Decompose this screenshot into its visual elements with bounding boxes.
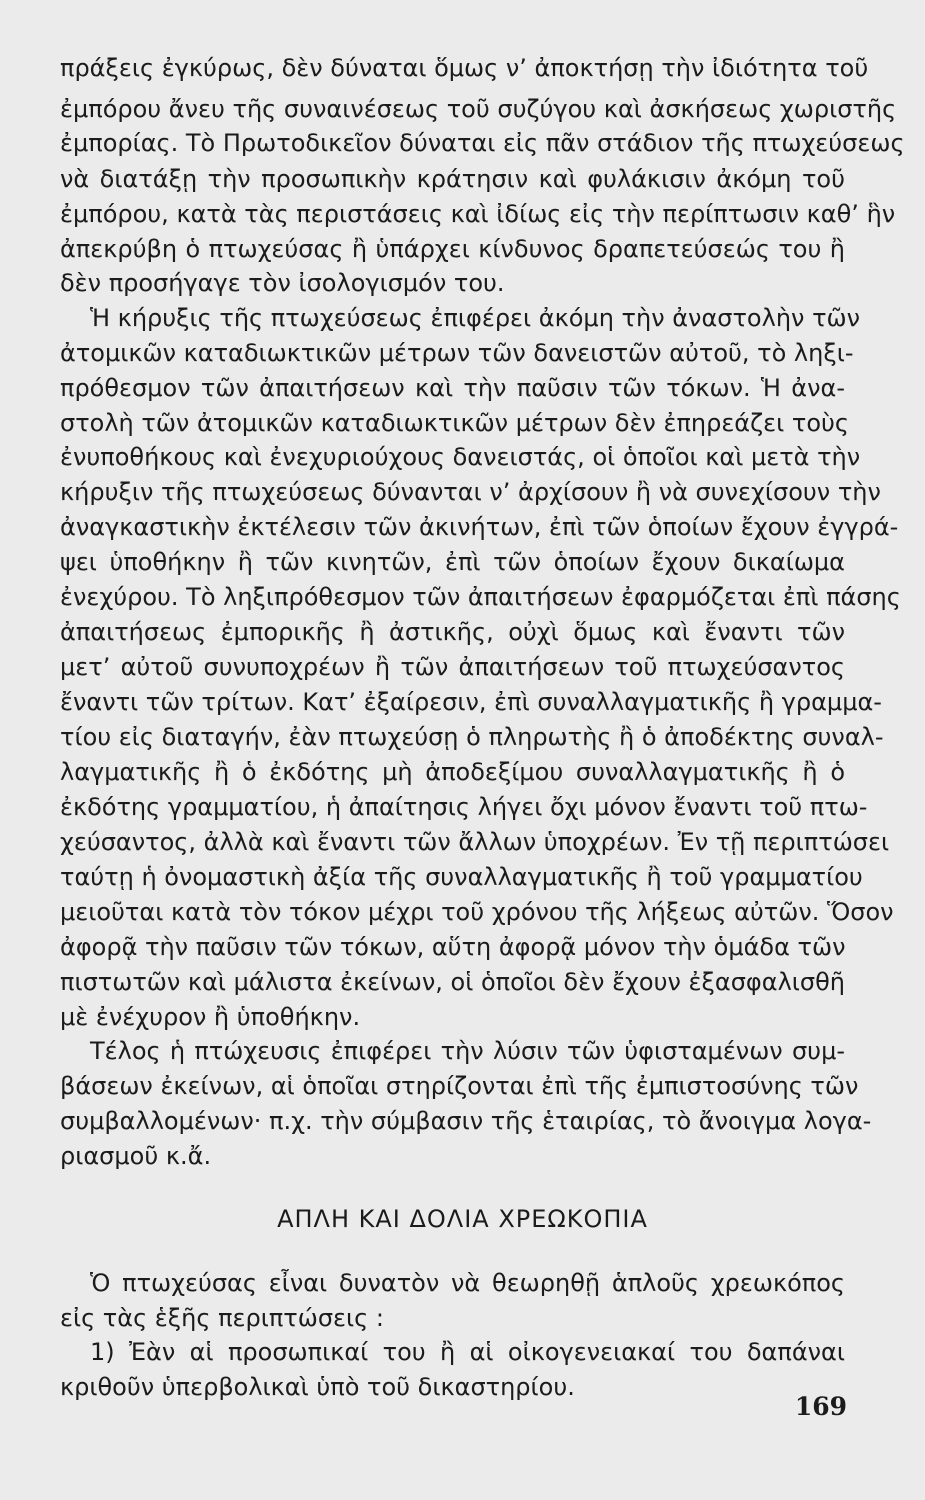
text-line: βάσεων ἐκείνων, αἱ ὁποῖαι στηρίζονται ἐπὶ τῆς ἐμπιστοσύνης τῶν bbox=[60, 1072, 859, 1100]
text-line: ἐνυποθήκους καὶ ἐνεχυριούχους δανειστάς, οἱ ὁποῖοι καὶ μετὰ τὴν bbox=[60, 443, 861, 471]
text-line: πράξεις ἐγκύρως, δὲν δύναται ὅμως ν’ ἀποκτήσῃ τὴν ἰδιότητα τοῦ bbox=[60, 54, 869, 82]
text-line: πρόθεσμον τῶν ἀπαιτήσεων καὶ τὴν παῦσιν τῶν τόκων. Ἡ ἀνα- bbox=[60, 374, 845, 402]
text-line: μετ’ αὐτοῦ συνυποχρέων ἢ τῶν ἀπαιτήσεων τοῦ πτωχεύσαντος bbox=[60, 653, 845, 681]
text-line: συμβαλλομένων· π.χ. τὴν σύμβασιν τῆς ἑταιρίας, τὸ ἄνοιγμα λογα- bbox=[60, 1107, 872, 1135]
text-line: ἀφορᾷ τὴν παῦσιν τῶν τόκων, αὕτη ἀφορᾷ μόνον τὴν ὁμάδα τῶν bbox=[60, 933, 846, 961]
text-line: ἀπεκρύβη ὁ πτωχεύσας ἢ ὑπάρχει κίνδυνος δραπετεύσεώς του ἢ bbox=[60, 235, 845, 263]
text-line: ἐμπόρου ἄνευ τῆς συναινέσεως τοῦ συζύγου καὶ ἀσκήσεως χωριστῆς bbox=[60, 95, 897, 123]
text-line: μειοῦται κατὰ τὸν τόκον μέχρι τοῦ χρόνου τῆς λήξεως αὐτῶν. Ὅσον bbox=[60, 898, 894, 926]
text-line: τίου εἰς διαταγήν, ἐὰν πτωχεύσῃ ὁ πληρωτὴς ἢ ὁ ἀποδέκτης συναλ- bbox=[60, 723, 884, 751]
text-line: εἰς τὰς ἑξῆς περιπτώσεις : bbox=[60, 1304, 384, 1332]
text-line: νὰ διατάξῃ τὴν προσωπικὴν κράτησιν καὶ φυλάκισιν ἀκόμη τοῦ bbox=[60, 165, 845, 193]
text-line: δὲν προσήγαγε τὸν ἰσολογισμόν του. bbox=[60, 269, 505, 297]
text-line: ψει ὑποθήκην ἢ τῶν κινητῶν, ἐπὶ τῶν ὁποίων ἔχουν δικαίωμα bbox=[60, 548, 845, 576]
text-line: Τέλος ἡ πτώχευσις ἐπιφέρει τὴν λύσιν τῶν ὑφισταμένων συμ- bbox=[90, 1037, 845, 1065]
text-line: ἐνεχύρου. Τὸ ληξιπρόθεσμον τῶν ἀπαιτήσεων ἐφαρμόζεται ἐπὶ πάσης bbox=[60, 583, 901, 611]
text-line: ἀναγκαστικὴν ἐκτέλεσιν τῶν ἀκινήτων, ἐπὶ τῶν ὁποίων ἔχουν ἐγγρά- bbox=[60, 513, 899, 541]
text-line: ταύτῃ ἡ ὀνομαστικὴ ἀξία τῆς συναλλαγματικῆς ἢ τοῦ γραμματίου bbox=[60, 863, 863, 891]
text-line: πιστωτῶν καὶ μάλιστα ἐκείνων, οἱ ὁποῖοι δὲν ἔχουν ἐξασφαλισθῆ bbox=[60, 968, 845, 996]
text-line: λαγματικῆς ἢ ὁ ἐκδότης μὴ ἀποδεξίμου συναλλαγματικῆς ἢ ὁ bbox=[60, 758, 845, 786]
text-line: μὲ ἐνέχυρον ἢ ὑποθήκην. bbox=[60, 1003, 361, 1031]
text-line: ἔναντι τῶν τρίτων. Κατ’ ἐξαίρεσιν, ἐπὶ συναλλαγματικῆς ἢ γραμμα- bbox=[60, 688, 882, 716]
text-line: 1) Ἐὰν αἱ προσωπικαί του ἢ αἱ οἰκογενειακαί του δαπάναι bbox=[90, 1338, 845, 1366]
text-line: ἀπαιτήσεως ἐμπορικῆς ἢ ἀστικῆς, οὐχὶ ὅμως καὶ ἔναντι τῶν bbox=[60, 618, 845, 646]
text-line: χεύσαντος, ἀλλὰ καὶ ἔναντι τῶν ἄλλων ὑποχρέων. Ἐν τῇ περιπτώσει bbox=[60, 828, 890, 856]
text-line: Ἡ κήρυξις τῆς πτωχεύσεως ἐπιφέρει ἀκόμη τὴν ἀναστολὴν τῶν bbox=[90, 304, 861, 332]
text-line: ἐκδότης γραμματίου, ἡ ἀπαίτησις λήγει ὄχι μόνον ἔναντι τοῦ πτω- bbox=[60, 793, 868, 821]
text-line: Ὁ πτωχεύσας εἶναι δυνατὸν νὰ θεωρηθῇ ἁπλοῦς χρεωκόπος bbox=[90, 1269, 845, 1297]
page-number: 169 bbox=[794, 1392, 847, 1421]
text-line: ἐμπορίας. Τὸ Πρωτοδικεῖον δύναται εἰς πᾶν στάδιον τῆς πτωχεύσεως bbox=[60, 129, 905, 157]
text-line: κήρυξιν τῆς πτωχεύσεως δύνανται ν’ ἀρχίσουν ἢ νὰ συνεχίσουν τὴν bbox=[60, 478, 881, 506]
text-line: στολὴ τῶν ἀτομικῶν καταδιωκτικῶν μέτρων δὲν ἐπηρεάζει τοὺς bbox=[60, 409, 850, 437]
section-heading: ΑΠΛΗ ΚΑΙ ΔΟΛΙΑ ΧΡΕΩΚΟΠΙΑ bbox=[277, 1205, 648, 1233]
text-line: κριθοῦν ὑπερβολικαὶ ὑπὸ τοῦ δικαστηρίου. bbox=[60, 1373, 575, 1401]
text-line: ἀτομικῶν καταδιωκτικῶν μέτρων τῶν δανειστῶν αὐτοῦ, τὸ ληξι- bbox=[60, 339, 854, 367]
text-line: ριασμοῦ κ.ἄ. bbox=[60, 1142, 212, 1170]
text-line: ἐμπόρου, κατὰ τὰς περιστάσεις καὶ ἰδίως εἰς τὴν περίπτωσιν καθ’ ἣν bbox=[60, 200, 896, 228]
